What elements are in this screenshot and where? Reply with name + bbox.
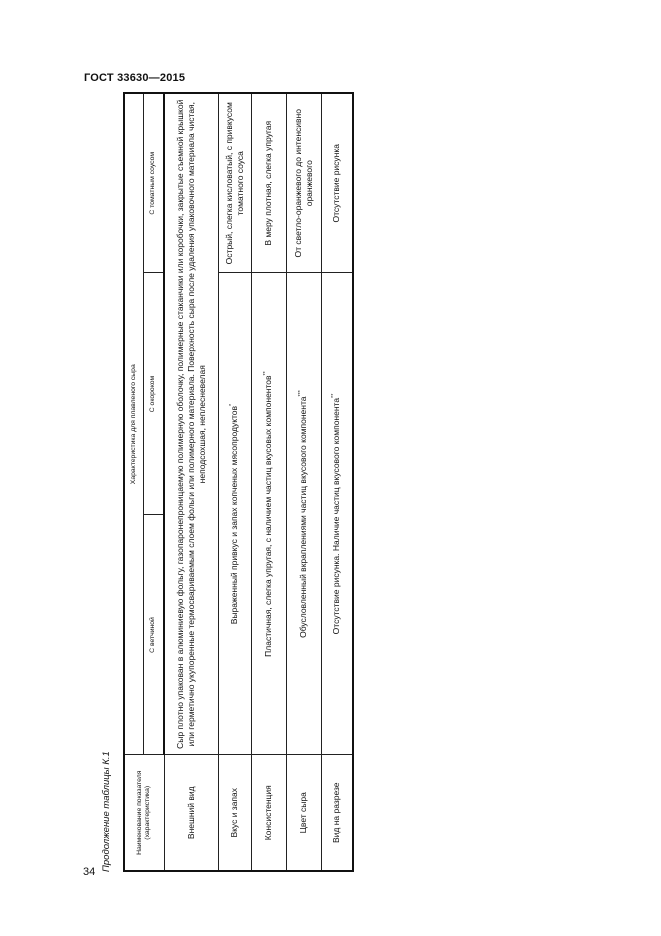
header-row-1 (124, 93, 144, 871)
specification-table (123, 92, 354, 872)
footnote-mark: ** (331, 393, 338, 398)
header-group: Характеристика для плавленого сыра (124, 93, 144, 755)
header-col-tomato: С томатным соусом (144, 93, 165, 273)
row-value-ham-haunch (321, 273, 353, 755)
footnote-mark: ** (263, 371, 270, 376)
cell-text: Пластичная, слегка упругая, с наличием частиц вкусовых компонентов (263, 375, 274, 657)
document-code: ГОСТ 33630—2015 (84, 72, 186, 84)
row-name: Консистенция (251, 755, 286, 871)
footnote-mark: * (229, 403, 236, 406)
header-row-2 (144, 93, 165, 871)
table-caption: Продолжение таблицы К.1 (101, 751, 112, 872)
row-name: Вид на разрезе (321, 755, 353, 871)
row-value-tomato: Отсутствие рисунка (321, 93, 353, 273)
row-name: Внешний вид (164, 755, 218, 871)
row-value-tomato: Острый, слегка кисловатый, с привкусом томатного соуса (218, 93, 251, 273)
row-value-ham-haunch (286, 273, 321, 755)
row-value-ham-haunch (251, 273, 286, 755)
table-row (218, 93, 251, 871)
footnote-mark: *** (298, 390, 305, 397)
row-name: Вкус и запах (218, 755, 251, 871)
cell-text: Выраженный привкус и запах копченых мясопродуктов (229, 405, 240, 625)
header-indicator: Наименование показателя (характеристика) (124, 755, 164, 871)
row-value-tomato: В меру плотная, слегка упругая (251, 93, 286, 273)
table-row (164, 93, 218, 871)
cell-text: Отсутствие рисунка. Наличие частиц вкусового компонента (331, 397, 342, 635)
row-value-ham-haunch (218, 273, 251, 755)
table-row (286, 93, 321, 871)
cell-text: Обусловленный вкраплениями частиц вкусового компонента (298, 396, 309, 638)
table-row (251, 93, 286, 871)
header-col-haunch: С окороком (144, 273, 165, 515)
row-name: Цвет сыра (286, 755, 321, 871)
page-number: 34 (83, 866, 96, 878)
header-col-ham: С ветчиной (144, 515, 165, 755)
row-value-tomato: От светло-оранжевого до интенсивно оранжевого (286, 93, 321, 273)
table-row (321, 93, 353, 871)
row-appearance-value: Сыр плотно упакован в алюминиевую фольгу, газопаронепроницаемую полимерную оболочку, полимерные стаканчики или коробочки, закрытые съемной крышкой или герметично укупоренные термосвариваемым слоем фольги или полимерного материала. Поверхность сыра после удаления упаковочного материала чистая, неподсохшая, неплесневелая (164, 93, 218, 755)
